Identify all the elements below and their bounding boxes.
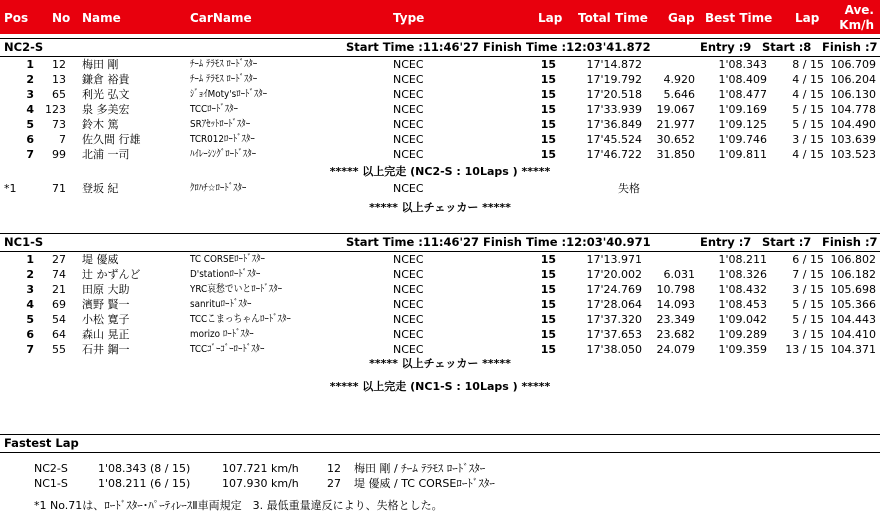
row-ave: 104.778 (830, 103, 876, 116)
row-lap: 15 (540, 268, 556, 281)
row-total: 17'20.518 (586, 88, 642, 101)
row-car: ｼﾞｮｲMoty'sﾛｰﾄﾞｽﾀｰ (190, 89, 268, 100)
nc1s-complete-note: ***** 以上完走 (NC1-S : 10Laps ) ***** (329, 380, 551, 393)
table-row (0, 314, 880, 326)
row-ave: 105.698 (830, 283, 876, 296)
row-gap: 4.920 (663, 73, 695, 86)
row-best-lap: 7 / 15 (792, 268, 824, 281)
row-type: NCEC (393, 328, 424, 341)
row-best: 1'09.169 (718, 103, 767, 116)
nc1s-finish-time: Finish Time :12:03'40.971 (483, 235, 651, 249)
nc1s-section-header (0, 233, 880, 252)
col-best-time: Best Time (705, 11, 773, 25)
row-type: NCEC (393, 283, 424, 296)
fl-time: 1'08.343 (8 / 15) (98, 462, 191, 475)
row-car: TCCﾛｰﾄﾞｽﾀｰ (190, 104, 238, 115)
row-ave: 104.490 (830, 118, 876, 131)
fl-speed: 107.930 km/h (222, 477, 299, 490)
row-lap: 15 (540, 313, 556, 326)
col-pos: Pos (4, 11, 29, 25)
row-total: 17'46.722 (586, 148, 642, 161)
fl-no: 12 (327, 462, 341, 475)
row-no: 54 (52, 313, 66, 326)
row-name: 鈴木 篤 (82, 118, 119, 131)
dq-status: 失格 (618, 182, 640, 195)
row-best-lap: 4 / 15 (792, 73, 824, 86)
row-no: 13 (52, 73, 66, 86)
row-name: 佐久間 行雄 (82, 133, 141, 146)
row-total: 17'37.653 (586, 328, 642, 341)
row-ave: 103.639 (830, 133, 876, 146)
table-row (0, 74, 880, 86)
table-row (0, 149, 880, 161)
row-no: 65 (52, 88, 66, 101)
row-no: 99 (52, 148, 66, 161)
row-pos: 5 (26, 313, 34, 326)
row-no: 123 (45, 103, 66, 116)
row-best-lap: 4 / 15 (792, 88, 824, 101)
row-best-lap: 6 / 15 (792, 253, 824, 266)
row-total: 17'28.064 (586, 298, 642, 311)
row-type: NCEC (393, 103, 424, 116)
row-type: NCEC (393, 118, 424, 131)
row-type: NCEC (393, 58, 424, 71)
row-best-lap: 8 / 15 (792, 58, 824, 71)
row-total: 17'37.320 (586, 313, 642, 326)
row-pos: 2 (26, 268, 34, 281)
row-pos: 6 (26, 133, 34, 146)
row-car: TCR012ﾛｰﾄﾞｽﾀｰ (190, 134, 255, 145)
row-gap: 23.349 (656, 313, 695, 326)
row-pos: 7 (26, 343, 34, 356)
row-best: 1'09.125 (718, 118, 767, 131)
row-best-lap: 3 / 15 (792, 133, 824, 146)
fl-speed: 107.721 km/h (222, 462, 299, 475)
row-gap: 23.682 (656, 328, 695, 341)
row-ave: 106.802 (830, 253, 876, 266)
row-gap: 6.031 (663, 268, 695, 281)
row-name: 梅田 剛 (82, 58, 119, 71)
row-car: ﾁｰﾑ ﾃﾗﾓｽ ﾛｰﾄﾞｽﾀｰ (190, 59, 258, 70)
nc2s-entry: Entry :9 (700, 40, 752, 54)
row-best-lap: 3 / 15 (792, 328, 824, 341)
row-best-lap: 5 / 15 (792, 298, 824, 311)
row-total: 17'36.849 (586, 118, 642, 131)
row-ave: 106.204 (830, 73, 876, 86)
fl-driver: 堤 優威 / TC CORSEﾛｰﾄﾞｽﾀｰ (354, 477, 495, 490)
row-best-lap: 5 / 15 (792, 313, 824, 326)
row-name: 田原 大助 (82, 283, 130, 296)
row-lap: 15 (540, 148, 556, 161)
row-gap: 24.079 (656, 343, 695, 356)
col-lap: Lap (538, 11, 563, 25)
table-row (0, 269, 880, 281)
row-ave: 106.130 (830, 88, 876, 101)
row-type: NCEC (393, 148, 424, 161)
row-lap: 15 (540, 343, 556, 356)
table-row (0, 329, 880, 341)
row-no: 64 (52, 328, 66, 341)
row-type: NCEC (393, 253, 424, 266)
row-lap: 15 (540, 118, 556, 131)
row-name: 石井 鋼一 (82, 343, 130, 356)
fl-class: NC1-S (34, 477, 68, 490)
row-total: 17'19.792 (586, 73, 642, 86)
nc2s-complete-note: ***** 以上完走 (NC2-S : 10Laps ) ***** (329, 165, 551, 178)
row-car: ﾊｲﾚｰｼﾝｸﾞﾛｰﾄﾞｽﾀｰ (190, 149, 256, 160)
row-car: TCCｺﾞｰｺﾞｰﾛｰﾄﾞｽﾀｰ (190, 344, 265, 355)
row-name: 北浦 一司 (82, 148, 130, 161)
row-name: 泉 多美宏 (82, 103, 130, 116)
row-car: YRC哀愁でいとﾛｰﾄﾞｽﾀｰ (190, 284, 283, 295)
row-car: TC CORSEﾛｰﾄﾞｽﾀｰ (190, 254, 265, 265)
col-total-time: Total Time (578, 11, 648, 25)
row-ave: 104.410 (830, 328, 876, 341)
col-no: No (52, 11, 71, 25)
row-total: 17'45.524 (586, 133, 642, 146)
row-pos: 4 (26, 103, 34, 116)
row-lap: 15 (540, 73, 556, 86)
table-row (0, 254, 880, 266)
row-best-lap: 5 / 15 (792, 118, 824, 131)
row-lap: 15 (540, 88, 556, 101)
row-total: 17'33.939 (586, 103, 642, 116)
col-kmh-label: Km/h (839, 18, 874, 32)
row-gap: 21.977 (656, 118, 695, 131)
row-best: 1'09.359 (718, 343, 767, 356)
nc1s-finish-count: Finish :7 (822, 235, 878, 249)
nc1s-start-time: Start Time :11:46'27 (346, 235, 480, 249)
fl-time: 1'08.211 (6 / 15) (98, 477, 191, 490)
nc1s-start-count: Start :7 (762, 235, 812, 249)
row-no: 69 (52, 298, 66, 311)
row-best: 1'09.746 (718, 133, 767, 146)
dq-pos: *1 (4, 182, 17, 195)
nc2s-checker-note: ***** 以上チェッカー ***** (369, 201, 511, 214)
row-best: 1'08.343 (718, 58, 767, 71)
row-best-lap: 4 / 15 (792, 148, 824, 161)
row-gap: 19.067 (656, 103, 695, 116)
fl-driver: 梅田 剛 / ﾁｰﾑ ﾃﾗﾓｽ ﾛｰﾄﾞｽﾀｰ (354, 462, 486, 475)
row-gap: 30.652 (656, 133, 695, 146)
row-no: 55 (52, 343, 66, 356)
row-no: 27 (52, 253, 66, 266)
table-row (0, 299, 880, 311)
table-row (0, 89, 880, 101)
row-total: 17'38.050 (586, 343, 642, 356)
row-pos: 3 (26, 283, 34, 296)
nc2s-finish-count: Finish :7 (822, 40, 878, 54)
row-gap: 5.646 (663, 88, 695, 101)
fl-class: NC2-S (34, 462, 68, 475)
row-best: 1'09.289 (718, 328, 767, 341)
table-row (0, 284, 880, 296)
footnote: *1 No.71は、ﾛｰﾄﾞｽﾀｰ･ﾊﾟｰﾃｨﾚｰｽⅡ車両規定 3. 最低重量違反により、失格とした。 (34, 499, 443, 512)
col-name: Name (82, 11, 121, 25)
table-row (0, 119, 880, 131)
row-pos: 2 (26, 73, 34, 86)
row-type: NCEC (393, 313, 424, 326)
col-ave-label: Ave. (844, 3, 874, 17)
row-no: 7 (59, 133, 66, 146)
nc2s-class: NC2-S (4, 40, 44, 54)
fastest-lap-header (0, 434, 880, 453)
row-ave: 104.371 (830, 343, 876, 356)
row-total: 17'13.971 (586, 253, 642, 266)
row-car: sanrituﾛｰﾄﾞｽﾀｰ (190, 299, 252, 310)
nc1s-checker-note: ***** 以上チェッカー ***** (369, 357, 511, 370)
row-no: 73 (52, 118, 66, 131)
row-name: 小松 寛子 (82, 313, 130, 326)
row-lap: 15 (540, 283, 556, 296)
row-no: 21 (52, 283, 66, 296)
row-gap: 14.093 (656, 298, 695, 311)
row-pos: 1 (26, 58, 34, 71)
row-best: 1'08.432 (718, 283, 767, 296)
row-name: 鎌倉 裕貴 (82, 73, 130, 86)
fastest-lap-title: Fastest Lap (4, 436, 79, 450)
table-row (0, 134, 880, 146)
row-best-lap: 5 / 15 (792, 103, 824, 116)
row-total: 17'24.769 (586, 283, 642, 296)
row-pos: 6 (26, 328, 34, 341)
col-ave (839, 3, 874, 33)
row-type: NCEC (393, 298, 424, 311)
nc2s-dq-row (0, 183, 880, 195)
dq-car: ｸﾛﾊﾁ☆ﾛｰﾄﾞｽﾀｰ (190, 183, 247, 194)
row-lap: 15 (540, 298, 556, 311)
row-pos: 1 (26, 253, 34, 266)
row-best: 1'08.409 (718, 73, 767, 86)
row-lap: 15 (540, 253, 556, 266)
row-best-lap: 13 / 15 (785, 343, 824, 356)
nc1s-entry: Entry :7 (700, 235, 752, 249)
row-car: D'stationﾛｰﾄﾞｽﾀｰ (190, 269, 261, 280)
column-header-bar (0, 0, 880, 34)
row-lap: 15 (540, 103, 556, 116)
nc2s-start-count: Start :8 (762, 40, 812, 54)
row-type: NCEC (393, 268, 424, 281)
row-name: 辻 かずんど (82, 268, 141, 281)
row-ave: 106.709 (830, 58, 876, 71)
col-carname: CarName (190, 11, 252, 25)
row-best: 1'09.811 (718, 148, 767, 161)
row-pos: 5 (26, 118, 34, 131)
dq-name: 登坂 紀 (82, 182, 119, 195)
nc2s-start-time: Start Time :11:46'27 (346, 40, 480, 54)
row-no: 12 (52, 58, 66, 71)
col-type: Type (393, 11, 425, 25)
fastest-lap-row (0, 463, 880, 475)
row-ave: 104.443 (830, 313, 876, 326)
row-best: 1'08.453 (718, 298, 767, 311)
row-ave: 103.523 (830, 148, 876, 161)
table-row (0, 59, 880, 71)
row-car: morizo ﾛｰﾄﾞｽﾀｰ (190, 329, 254, 340)
row-best: 1'08.326 (718, 268, 767, 281)
fastest-lap-row (0, 478, 880, 490)
fl-no: 27 (327, 477, 341, 490)
row-car: ﾁｰﾑ ﾃﾗﾓｽ ﾛｰﾄﾞｽﾀｰ (190, 74, 258, 85)
row-total: 17'20.002 (586, 268, 642, 281)
row-type: NCEC (393, 88, 424, 101)
row-ave: 105.366 (830, 298, 876, 311)
nc1s-class: NC1-S (4, 235, 44, 249)
row-pos: 4 (26, 298, 34, 311)
row-lap: 15 (540, 58, 556, 71)
row-best: 1'08.477 (718, 88, 767, 101)
table-row (0, 104, 880, 116)
row-ave: 106.182 (830, 268, 876, 281)
nc2s-section-header (0, 38, 880, 57)
row-name: 利光 弘文 (82, 88, 130, 101)
dq-no: 71 (52, 182, 66, 195)
row-car: SRｱｾｯﾄﾛｰﾄﾞｽﾀｰ (190, 119, 251, 130)
col-best-lap: Lap (795, 11, 820, 25)
row-pos: 3 (26, 88, 34, 101)
row-name: 堤 優威 (82, 253, 119, 266)
row-type: NCEC (393, 133, 424, 146)
row-car: TCCこまっちゃんﾛｰﾄﾞｽﾀｰ (190, 314, 291, 325)
row-gap: 10.798 (656, 283, 695, 296)
nc2s-finish-time: Finish Time :12:03'41.872 (483, 40, 651, 54)
row-type: NCEC (393, 73, 424, 86)
row-best: 1'09.042 (718, 313, 767, 326)
row-total: 17'14.872 (586, 58, 642, 71)
row-pos: 7 (26, 148, 34, 161)
row-lap: 15 (540, 328, 556, 341)
row-name: 森山 晃正 (82, 328, 130, 341)
row-no: 74 (52, 268, 66, 281)
row-best: 1'08.211 (718, 253, 767, 266)
row-type: NCEC (393, 343, 424, 356)
row-lap: 15 (540, 133, 556, 146)
dq-type: NCEC (393, 182, 424, 195)
row-best-lap: 3 / 15 (792, 283, 824, 296)
row-name: 濱野 賢一 (82, 298, 130, 311)
row-gap: 31.850 (656, 148, 695, 161)
col-gap: Gap (668, 11, 695, 25)
